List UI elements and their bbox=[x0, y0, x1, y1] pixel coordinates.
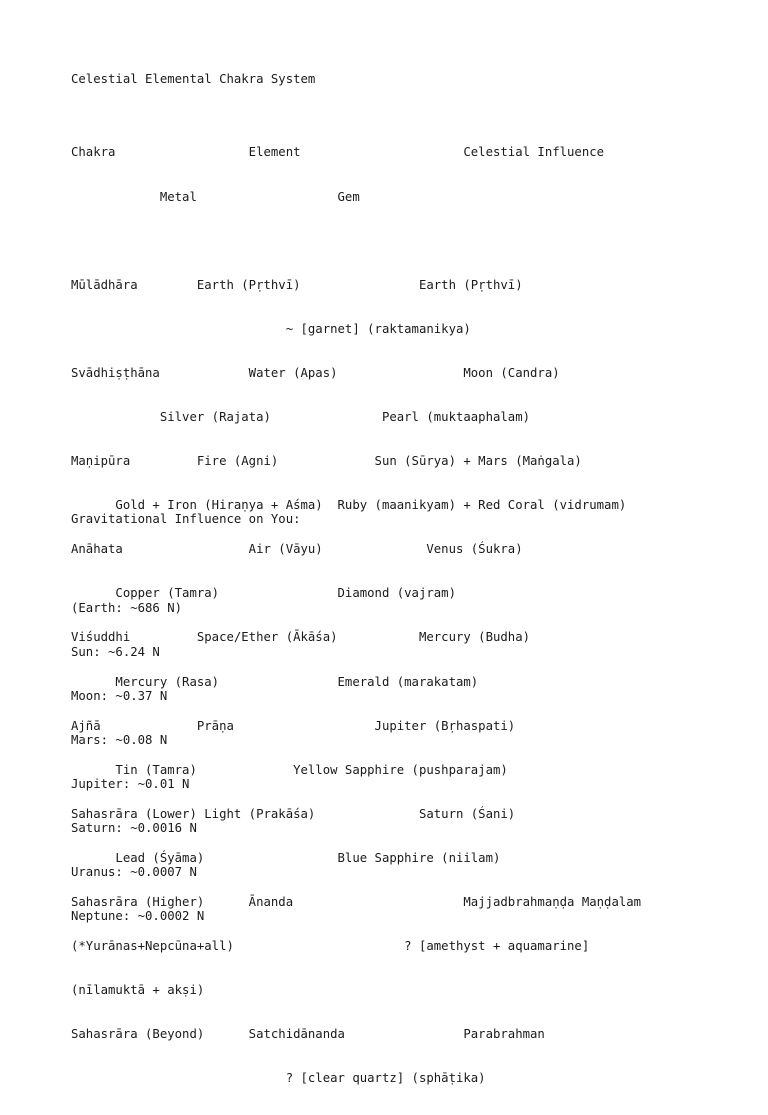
gravity-section bbox=[71, 483, 301, 953]
table-row: Maṇipūra Fire (Agni) Sun (Sūrya) + Mars (Maṅgala) bbox=[71, 454, 582, 469]
gravity-item-saturn: Saturn: ~0.0016 N bbox=[71, 821, 197, 836]
table-row: Copper (Tamra) Diamond (vajram) bbox=[71, 586, 456, 601]
table-row: Sahasrāra (Lower) Light (Prakāśa) Saturn (Śani) bbox=[71, 806, 516, 821]
gravity-item-mars: Mars: ~0.08 N bbox=[71, 732, 168, 747]
gravity-item-sun: Sun: ~6.24 N bbox=[71, 644, 160, 659]
table-row: Silver (Rajata) Pearl (muktaaphalam) bbox=[71, 409, 531, 424]
document-page bbox=[71, 72, 748, 1086]
table-row: Mercury (Rasa) Emerald (marakatam) bbox=[71, 674, 479, 689]
table-header-line-1: Chakra Element Celestial Influence bbox=[71, 145, 605, 160]
document-title: Celestial Elemental Chakra System bbox=[71, 72, 316, 86]
table-row: (nīlamuktā + akṣi) bbox=[71, 983, 205, 998]
gravity-item-moon: Moon: ~0.37 N bbox=[71, 688, 168, 703]
table-spacer bbox=[71, 234, 641, 249]
gravity-spacer bbox=[71, 557, 301, 572]
table-row: Tin (Tamra) Yellow Sapphire (pushparajam) bbox=[71, 762, 508, 777]
table-header-line-2: Metal Gem bbox=[71, 189, 360, 204]
table-row: Mūlādhāra Earth (Pṛthvī) Earth (Pṛthvī) bbox=[71, 277, 523, 292]
gravity-item-neptune: Neptune: ~0.0002 N bbox=[71, 909, 205, 924]
table-row: ~ [garnet] (raktamanikya) bbox=[71, 321, 471, 336]
table-row: Gold + Iron (Hiraṇya + Aśma) Ruby (maanikyam) + Red Coral (vidrumam) bbox=[71, 498, 627, 513]
gravity-heading: Gravitational Influence on You: bbox=[71, 512, 301, 527]
table-row: ? [clear quartz] (sphāṭika) bbox=[71, 1071, 486, 1086]
table-row: Anāhata Air (Vāyu) Venus (Śukra) bbox=[71, 542, 523, 557]
table-row: Sahasrāra (Beyond) Satchidānanda Parabrahman bbox=[71, 1027, 545, 1042]
table-row: Lead (Śyāma) Blue Sapphire (niilam) bbox=[71, 850, 501, 865]
table-row: Ajñā Prāṇa Jupiter (Bṛhaspati) bbox=[71, 718, 516, 733]
gravity-item-uranus: Uranus: ~0.0007 N bbox=[71, 865, 197, 880]
table-row: Svādhiṣṭhāna Water (Apas) Moon (Candra) bbox=[71, 365, 560, 380]
table-row: Viśuddhi Space/Ether (Ākāśa) Mercury (Budha) bbox=[71, 630, 531, 645]
gravity-item-earth: (Earth: ~686 N) bbox=[71, 600, 183, 615]
table-row: Sahasrāra (Higher) Ānanda Majjadbrahmaṇḍa Maṇḍalam bbox=[71, 895, 642, 909]
table-row: (*Yurānas+Nepcūna+all) ? [amethyst + aquamarine] bbox=[71, 939, 590, 954]
gravity-item-jupiter: Jupiter: ~0.01 N bbox=[71, 776, 190, 791]
